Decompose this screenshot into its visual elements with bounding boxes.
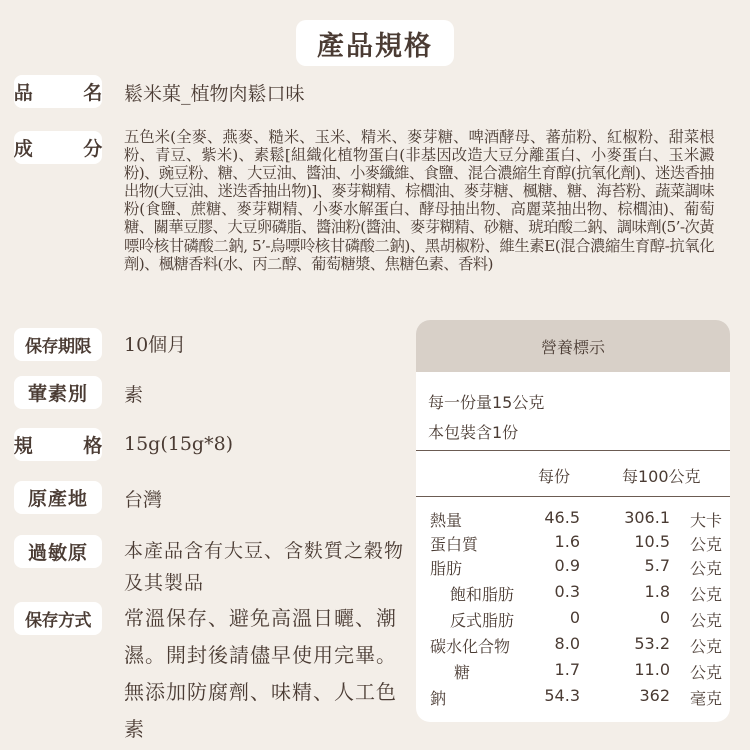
nutrient-per-100g: 5.7	[644, 556, 670, 575]
page-title-box	[296, 20, 454, 66]
nutrient-per-serving: 0.3	[554, 582, 580, 601]
nutrition-row	[416, 634, 730, 660]
nutrition-row	[416, 508, 730, 534]
nutrient-per-serving: 46.5	[544, 508, 580, 527]
column-header-per-serving: 每份	[538, 467, 571, 486]
nutrient-per-serving: 0	[569, 608, 580, 627]
label-spec: 規 格	[14, 428, 102, 461]
nutrition-row	[416, 608, 730, 634]
origin-value: 台灣	[124, 489, 163, 511]
nutrient-name: 飽和脂肪	[450, 585, 515, 604]
nutrient-unit: 大卡	[689, 511, 722, 530]
storage-value: 常溫保存、避免高溫日曬、潮濕。開封後請儘早使用完畢。無添加防腐劑、味精、人工色素	[124, 606, 397, 741]
nutrient-per-serving: 8.0	[554, 634, 580, 653]
shelf-life-value: 10個月	[124, 334, 187, 356]
nutrient-unit: 公克	[689, 585, 722, 604]
column-header-per-100g: 每100公克	[622, 467, 701, 486]
nutrition-row	[416, 532, 730, 558]
nutrient-unit: 公克	[689, 611, 722, 630]
allergen-value: 本產品含有大豆、含麩質之穀物及其製品	[124, 540, 405, 594]
nutrient-per-100g: 1.8	[644, 582, 670, 601]
nutrient-per-serving: 54.3	[544, 686, 580, 705]
nutrient-name: 反式脂肪	[450, 611, 515, 630]
nutrition-row	[416, 556, 730, 582]
ingredients-text: 五色米(全麥、燕麥、糙米、玉米、精米、麥芽糖、啤酒酵母、蕃茄粉、紅椒粉、甜菜根粉、青豆、紫米)、素鬆[組織化植物蛋白(非基因改造大豆分離蛋白、小麥蛋白、玉米澱粉)、豌豆粉、糖、大豆油、醬油、小麥纖維、食鹽、混合濃縮生育醇(抗氧化劑)、迷迭香抽出物(大豆油、迷迭香抽出物)]、麥芽糊精、棕櫚油、麥芽糖、楓糖、糖、海苔粉、蔬菜調味粉(食鹽、蔗糖、麥芽糊精、小麥水解蛋白、酵母抽出物、高麗菜抽出物、棕櫚油)、葡萄糖、關華豆膠、大豆卵磷脂、醬油粉(醬油、麥芽糊精、砂糖、琥珀酸二鈉、調味劑(5’-次黃嘌呤核甘磷酸二鈉, 5’-烏嘌呤核甘磷酸二鈉)、黑胡椒粉、維生素E(混合濃縮生育醇-抗氧化劑)、楓糖香料(水、丙二醇、葡萄糖漿、焦糖色素、香料)	[124, 128, 714, 273]
nutrient-per-100g: 0	[659, 608, 670, 627]
page-title: 產品規格	[317, 30, 433, 62]
nutrient-unit: 公克	[689, 637, 722, 656]
nutrient-per-serving: 1.6	[554, 532, 580, 551]
nutrition-facts-panel	[416, 320, 730, 722]
nutrient-per-100g: 11.0	[634, 660, 670, 679]
nutrition-header: 營養標示	[416, 320, 730, 372]
nutrient-unit: 毫克	[689, 689, 722, 708]
label-allergen: 過敏原	[14, 535, 102, 568]
nutrient-unit: 公克	[689, 535, 722, 554]
divider	[416, 450, 730, 451]
nutrient-per-serving: 0.9	[554, 556, 580, 575]
nutrient-name: 糖	[454, 663, 471, 682]
nutrient-name: 碳水化合物	[430, 637, 511, 656]
nutrient-per-serving: 1.7	[554, 660, 580, 679]
nutrient-per-100g: 10.5	[634, 532, 670, 551]
nutrient-per-100g: 306.1	[624, 508, 670, 527]
label-origin: 原產地	[14, 481, 102, 514]
nutrient-name: 熱量	[430, 511, 463, 530]
servings-per-package: 本包裝含1份	[428, 423, 519, 442]
nutrition-row	[416, 686, 730, 712]
label-storage: 保存方式	[14, 602, 102, 635]
label-vegetarian: 葷素別	[14, 376, 102, 409]
divider	[416, 496, 730, 497]
label-ingredients: 成 分	[14, 131, 102, 164]
nutrient-unit: 公克	[689, 559, 722, 578]
nutrient-name: 蛋白質	[430, 535, 479, 554]
product-name: 鬆米菓_植物肉鬆口味	[124, 83, 305, 105]
label-product-name: 品 名	[14, 75, 102, 108]
nutrient-unit: 公克	[689, 663, 722, 682]
nutrient-name: 脂肪	[430, 559, 463, 578]
vegetarian-value: 素	[124, 384, 144, 406]
nutrient-name: 鈉	[430, 689, 447, 708]
nutrition-row	[416, 582, 730, 608]
nutrient-per-100g: 53.2	[634, 634, 670, 653]
spec-value: 15g(15g*8)	[124, 433, 234, 455]
nutrition-row	[416, 660, 730, 686]
label-shelf-life: 保存期限	[14, 328, 102, 361]
serving-size: 每一份量15公克	[428, 393, 545, 412]
nutrient-per-100g: 362	[639, 686, 670, 705]
